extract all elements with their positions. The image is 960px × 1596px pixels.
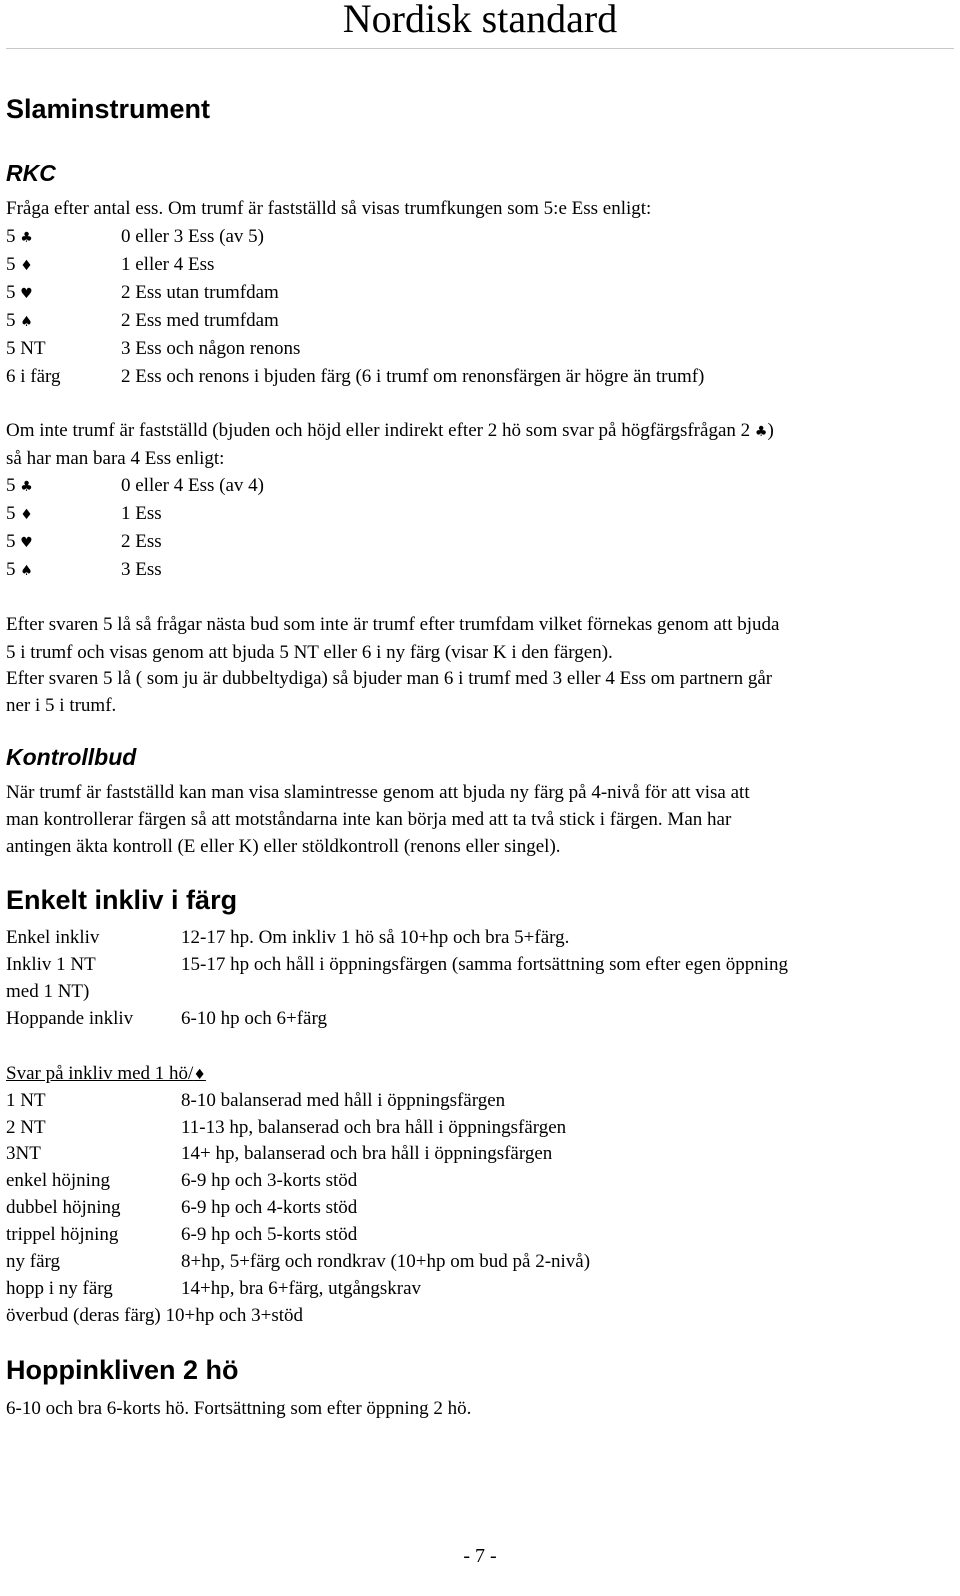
rkc-meaning: 2 Ess och renons i bjuden färg (6 i trumf om renonsfärgen är högre än trumf) bbox=[121, 366, 705, 387]
rkc-meaning: 0 eller 3 Ess (av 5) bbox=[121, 226, 264, 247]
heading-kontrollbud: Kontrollbud bbox=[6, 744, 137, 770]
row-label: 1 NT bbox=[6, 1090, 46, 1111]
rkc-meaning: 2 Ess med trumfdam bbox=[121, 310, 279, 331]
heading-enkelt-inkliv: Enkelt inkliv i färg bbox=[6, 885, 238, 915]
row-text: 8+hp, 5+färg och rondkrav (10+hp om bud på 2-nivå) bbox=[181, 1251, 591, 1272]
kontroll-line3: antingen äkta kontroll (E eller K) eller stöldkontroll (renons eller singel). bbox=[6, 836, 561, 857]
rkc-row bbox=[6, 473, 33, 500]
heading-slaminstrument: Slaminstrument bbox=[6, 94, 211, 124]
bid-label: 5 bbox=[6, 559, 16, 580]
row-text: 6-9 hp och 3-korts stöd bbox=[181, 1170, 358, 1191]
rkc-row bbox=[6, 280, 33, 307]
rkc-row bbox=[6, 252, 33, 279]
row-text: 14+hp, bra 6+färg, utgångskrav bbox=[181, 1278, 422, 1299]
row-label: med 1 NT) bbox=[6, 981, 90, 1002]
kontroll-line1: När trumf är fastställd kan man visa slamintresse genom att bjuda ny färg på 4-nivå för att visa att bbox=[6, 782, 750, 803]
row-label: Enkel inkliv bbox=[6, 927, 100, 948]
bid-label: 6 i färg bbox=[6, 366, 61, 387]
heading-text: Svar på inkliv med 1 hö/ bbox=[6, 1063, 194, 1084]
bid-label: 5 bbox=[6, 475, 16, 496]
row-text: 14+ hp, balanserad och bra håll i öppningsfärgen bbox=[181, 1143, 553, 1164]
rkc-meaning: 1 Ess bbox=[121, 503, 162, 524]
row-text: 11-13 hp, balanserad och bra håll i öppningsfärgen bbox=[181, 1117, 567, 1138]
row-text: 6-9 hp och 4-korts stöd bbox=[181, 1197, 358, 1218]
heart-icon: ♥ bbox=[20, 286, 33, 302]
club-icon: ♣ bbox=[20, 479, 33, 495]
row-label: hopp i ny färg bbox=[6, 1278, 113, 1299]
hopp-text: 6-10 och bra 6-korts hö. Fortsättning som efter öppning 2 hö. bbox=[6, 1398, 472, 1419]
bid-label: 5 bbox=[6, 310, 16, 331]
rkc-intro: Fråga efter antal ess. Om trumf är fastställd så visas trumfkungen som 5:e Ess enligt: bbox=[6, 198, 652, 219]
heading-rkc: RKC bbox=[6, 160, 56, 186]
rkc-para2-line1 bbox=[6, 418, 774, 445]
row-label: 2 NT bbox=[6, 1117, 46, 1138]
heading-svar-pa-inkliv bbox=[6, 1061, 206, 1088]
row-label: trippel höjning bbox=[6, 1224, 119, 1245]
bid-label: 5 bbox=[6, 531, 16, 552]
rkc-meaning: 3 Ess bbox=[121, 559, 162, 580]
spade-icon: ♠ bbox=[20, 563, 33, 579]
heading-hoppinkliven: Hoppinkliven 2 hö bbox=[6, 1355, 239, 1385]
rkc-para4-line2: ner i 5 i trumf. bbox=[6, 695, 117, 716]
club-icon: ♣ bbox=[20, 230, 33, 246]
bid-label: 5 bbox=[6, 226, 16, 247]
row-text: 15-17 hp och håll i öppningsfärgen (samma fortsättning som efter egen öppning bbox=[181, 954, 788, 975]
row-text: 12-17 hp. Om inkliv 1 hö så 10+hp och bra 5+färg. bbox=[181, 927, 570, 948]
row-text: 6-9 hp och 5-korts stöd bbox=[181, 1224, 358, 1245]
rkc-row bbox=[6, 557, 33, 584]
rkc-para4-line1: Efter svaren 5 lå ( som ju är dubbeltydiga) så bjuder man 6 i trumf med 3 eller 4 Ess om partnern går bbox=[6, 668, 773, 689]
rkc-row bbox=[6, 308, 33, 335]
row-label: Hoppande inkliv bbox=[6, 1008, 134, 1029]
bid-label: 5 bbox=[6, 254, 16, 275]
kontroll-line2: man kontrollerar färgen så att motståndarna inte kan börja med att ta två stick i färgen. Man har bbox=[6, 809, 732, 830]
row-label: dubbel höjning bbox=[6, 1197, 121, 1218]
diamond-icon: ♦ bbox=[20, 258, 33, 274]
rkc-meaning: 2 Ess utan trumfdam bbox=[121, 282, 279, 303]
rkc-meaning: 0 eller 4 Ess (av 4) bbox=[121, 475, 264, 496]
rkc-row bbox=[6, 529, 33, 556]
row-last: överbud (deras färg) 10+hp och 3+stöd bbox=[6, 1305, 304, 1326]
rkc-row bbox=[6, 501, 33, 528]
row-label: Inkliv 1 NT bbox=[6, 954, 96, 975]
para-text: Om inte trumf är fastställd (bjuden och höjd eller indirekt efter 2 hö som svar på högfärgsfrågan 2 bbox=[6, 420, 751, 441]
diamond-icon: ♦ bbox=[193, 1067, 206, 1083]
rkc-row bbox=[6, 224, 33, 251]
rkc-meaning: 3 Ess och någon renons bbox=[121, 338, 301, 359]
row-text: 8-10 balanserad med håll i öppningsfärgen bbox=[181, 1090, 506, 1111]
row-label: enkel höjning bbox=[6, 1170, 110, 1191]
rkc-meaning: 1 eller 4 Ess bbox=[121, 254, 215, 275]
bid-label: 5 bbox=[6, 503, 16, 524]
spade-icon: ♠ bbox=[20, 314, 33, 330]
rkc-para3-line2: 5 i trumf och visas genom att bjuda 5 NT eller 6 i ny färg (visar K i den färgen). bbox=[6, 642, 613, 663]
row-text: 6-10 hp och 6+färg bbox=[181, 1008, 327, 1029]
bid-label: 5 bbox=[6, 282, 16, 303]
diamond-icon: ♦ bbox=[20, 507, 33, 523]
rkc-meaning: 2 Ess bbox=[121, 531, 162, 552]
club-icon: ♣ bbox=[754, 424, 768, 440]
row-label: ny färg bbox=[6, 1251, 60, 1272]
rkc-para3-line1: Efter svaren 5 lå så frågar nästa bud som inte är trumf efter trumfdam vilket förnekas genom att bjuda bbox=[6, 614, 780, 635]
row-label: 3NT bbox=[6, 1143, 41, 1164]
page-number: - 7 - bbox=[463, 1545, 497, 1567]
header-divider bbox=[6, 48, 954, 49]
page-header-title: Nordisk standard bbox=[342, 0, 618, 41]
heart-icon: ♥ bbox=[20, 535, 33, 551]
rkc-para2-line2: så har man bara 4 Ess enligt: bbox=[6, 448, 225, 469]
para-text: ) bbox=[767, 420, 774, 441]
bid-label: 5 NT bbox=[6, 338, 46, 359]
